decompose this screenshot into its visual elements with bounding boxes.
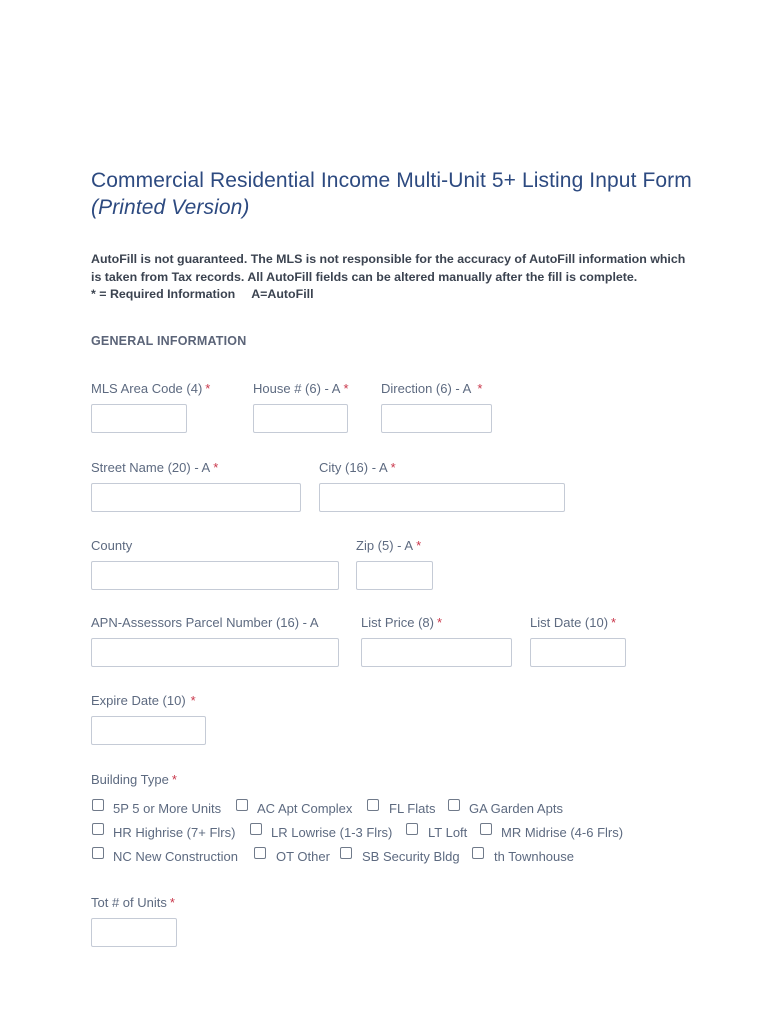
building-type-checkbox-lt[interactable]: [406, 823, 418, 835]
apn-label: APN-Assessors Parcel Number (16) - A: [91, 615, 319, 630]
required-asterisk: *: [171, 772, 177, 787]
city-label: City (16) - A *: [319, 460, 396, 475]
building-type-option-lt: LT Loft: [428, 825, 468, 840]
required-asterisk: *: [436, 615, 443, 630]
tot-units-input[interactable]: [91, 918, 177, 947]
required-asterisk: *: [205, 381, 211, 396]
building-type-label: Building Type *: [91, 772, 177, 787]
house-number-label: House # (6) - A *: [253, 381, 349, 396]
city-input[interactable]: [319, 483, 565, 512]
building-type-checkbox-lr[interactable]: [250, 823, 262, 835]
form-title: [91, 167, 731, 221]
building-type-checkbox-nc[interactable]: [92, 847, 104, 859]
direction-input[interactable]: [381, 404, 492, 433]
mls-area-code-input[interactable]: [91, 404, 187, 433]
building-type-option-sb: SB Security Bldg: [362, 849, 460, 864]
autofill-notice-text: AutoFill is not guaranteed. The MLS is not responsible for the accuracy of AutoFill information which is taken from Tax records. All AutoFill fields can be altered manually after the fill is complete.: [91, 252, 686, 284]
required-asterisk: *: [477, 381, 483, 396]
list-price-input[interactable]: [361, 638, 512, 667]
building-type-checkbox-mr[interactable]: [480, 823, 492, 835]
required-asterisk: *: [213, 460, 219, 475]
building-type-checkbox-th[interactable]: [472, 847, 484, 859]
building-type-checkbox-ot[interactable]: [254, 847, 266, 859]
county-label: County: [91, 538, 133, 553]
building-type-option-ot: OT Other: [276, 849, 330, 864]
expire-date-input[interactable]: [91, 716, 206, 745]
required-asterisk: *: [343, 381, 349, 396]
building-type-checkbox-sb[interactable]: [340, 847, 352, 859]
building-type-option-5p: 5P 5 or More Units: [113, 801, 222, 816]
building-type-checkbox-hr[interactable]: [92, 823, 104, 835]
legend: [91, 286, 691, 304]
building-type-option-th: th Townhouse: [494, 849, 574, 864]
required-asterisk: *: [390, 460, 396, 475]
building-type-option-hr: HR Highrise (7+ Flrs): [113, 825, 236, 840]
mls-area-code-label: MLS Area Code (4) *: [91, 381, 211, 396]
list-date-label: List Date (10) *: [530, 615, 617, 630]
street-name-label: Street Name (20) - A *: [91, 460, 219, 475]
building-type-option-lr: LR Lowrise (1-3 Flrs): [271, 825, 393, 840]
building-type-option-ac: AC Apt Complex: [257, 801, 353, 816]
apn-input[interactable]: [91, 638, 339, 667]
form-title-main: Commercial Residential Income Multi-Unit 5+ Listing Input Form: [91, 169, 692, 192]
direction-label: Direction (6) - A *: [381, 381, 483, 396]
zip-input[interactable]: [356, 561, 433, 590]
legend-required: * = Required Information: [91, 287, 236, 301]
house-number-input[interactable]: [253, 404, 348, 433]
tot-units-label: Tot # of Units *: [91, 895, 175, 910]
autofill-notice: [91, 251, 691, 304]
required-asterisk: *: [611, 615, 617, 630]
legend-autofill: A=AutoFill: [251, 287, 314, 301]
required-asterisk: *: [416, 538, 422, 553]
list-date-input[interactable]: [530, 638, 626, 667]
street-name-input[interactable]: [91, 483, 301, 512]
building-type-checkbox-fl[interactable]: [367, 799, 379, 811]
list-price-label: List Price (8) *: [361, 615, 443, 630]
required-asterisk: *: [190, 693, 196, 708]
county-input[interactable]: [91, 561, 339, 590]
zip-label: Zip (5) - A *: [356, 538, 422, 553]
building-type-option-nc: NC New Construction: [113, 849, 238, 864]
section-heading-general: GENERAL INFORMATION: [91, 334, 247, 348]
building-type-checkbox-5p[interactable]: [92, 799, 104, 811]
expire-date-label: Expire Date (10) *: [91, 693, 196, 708]
required-asterisk: *: [169, 895, 175, 910]
building-type-option-fl: FL Flats: [389, 801, 436, 816]
form-title-subtitle: (Printed Version): [91, 196, 250, 219]
building-type-checkbox-ac[interactable]: [236, 799, 248, 811]
building-type-checkbox-ga[interactable]: [448, 799, 460, 811]
building-type-option-mr: MR Midrise (4-6 Flrs): [501, 825, 624, 840]
building-type-option-ga: GA Garden Apts: [469, 801, 563, 816]
